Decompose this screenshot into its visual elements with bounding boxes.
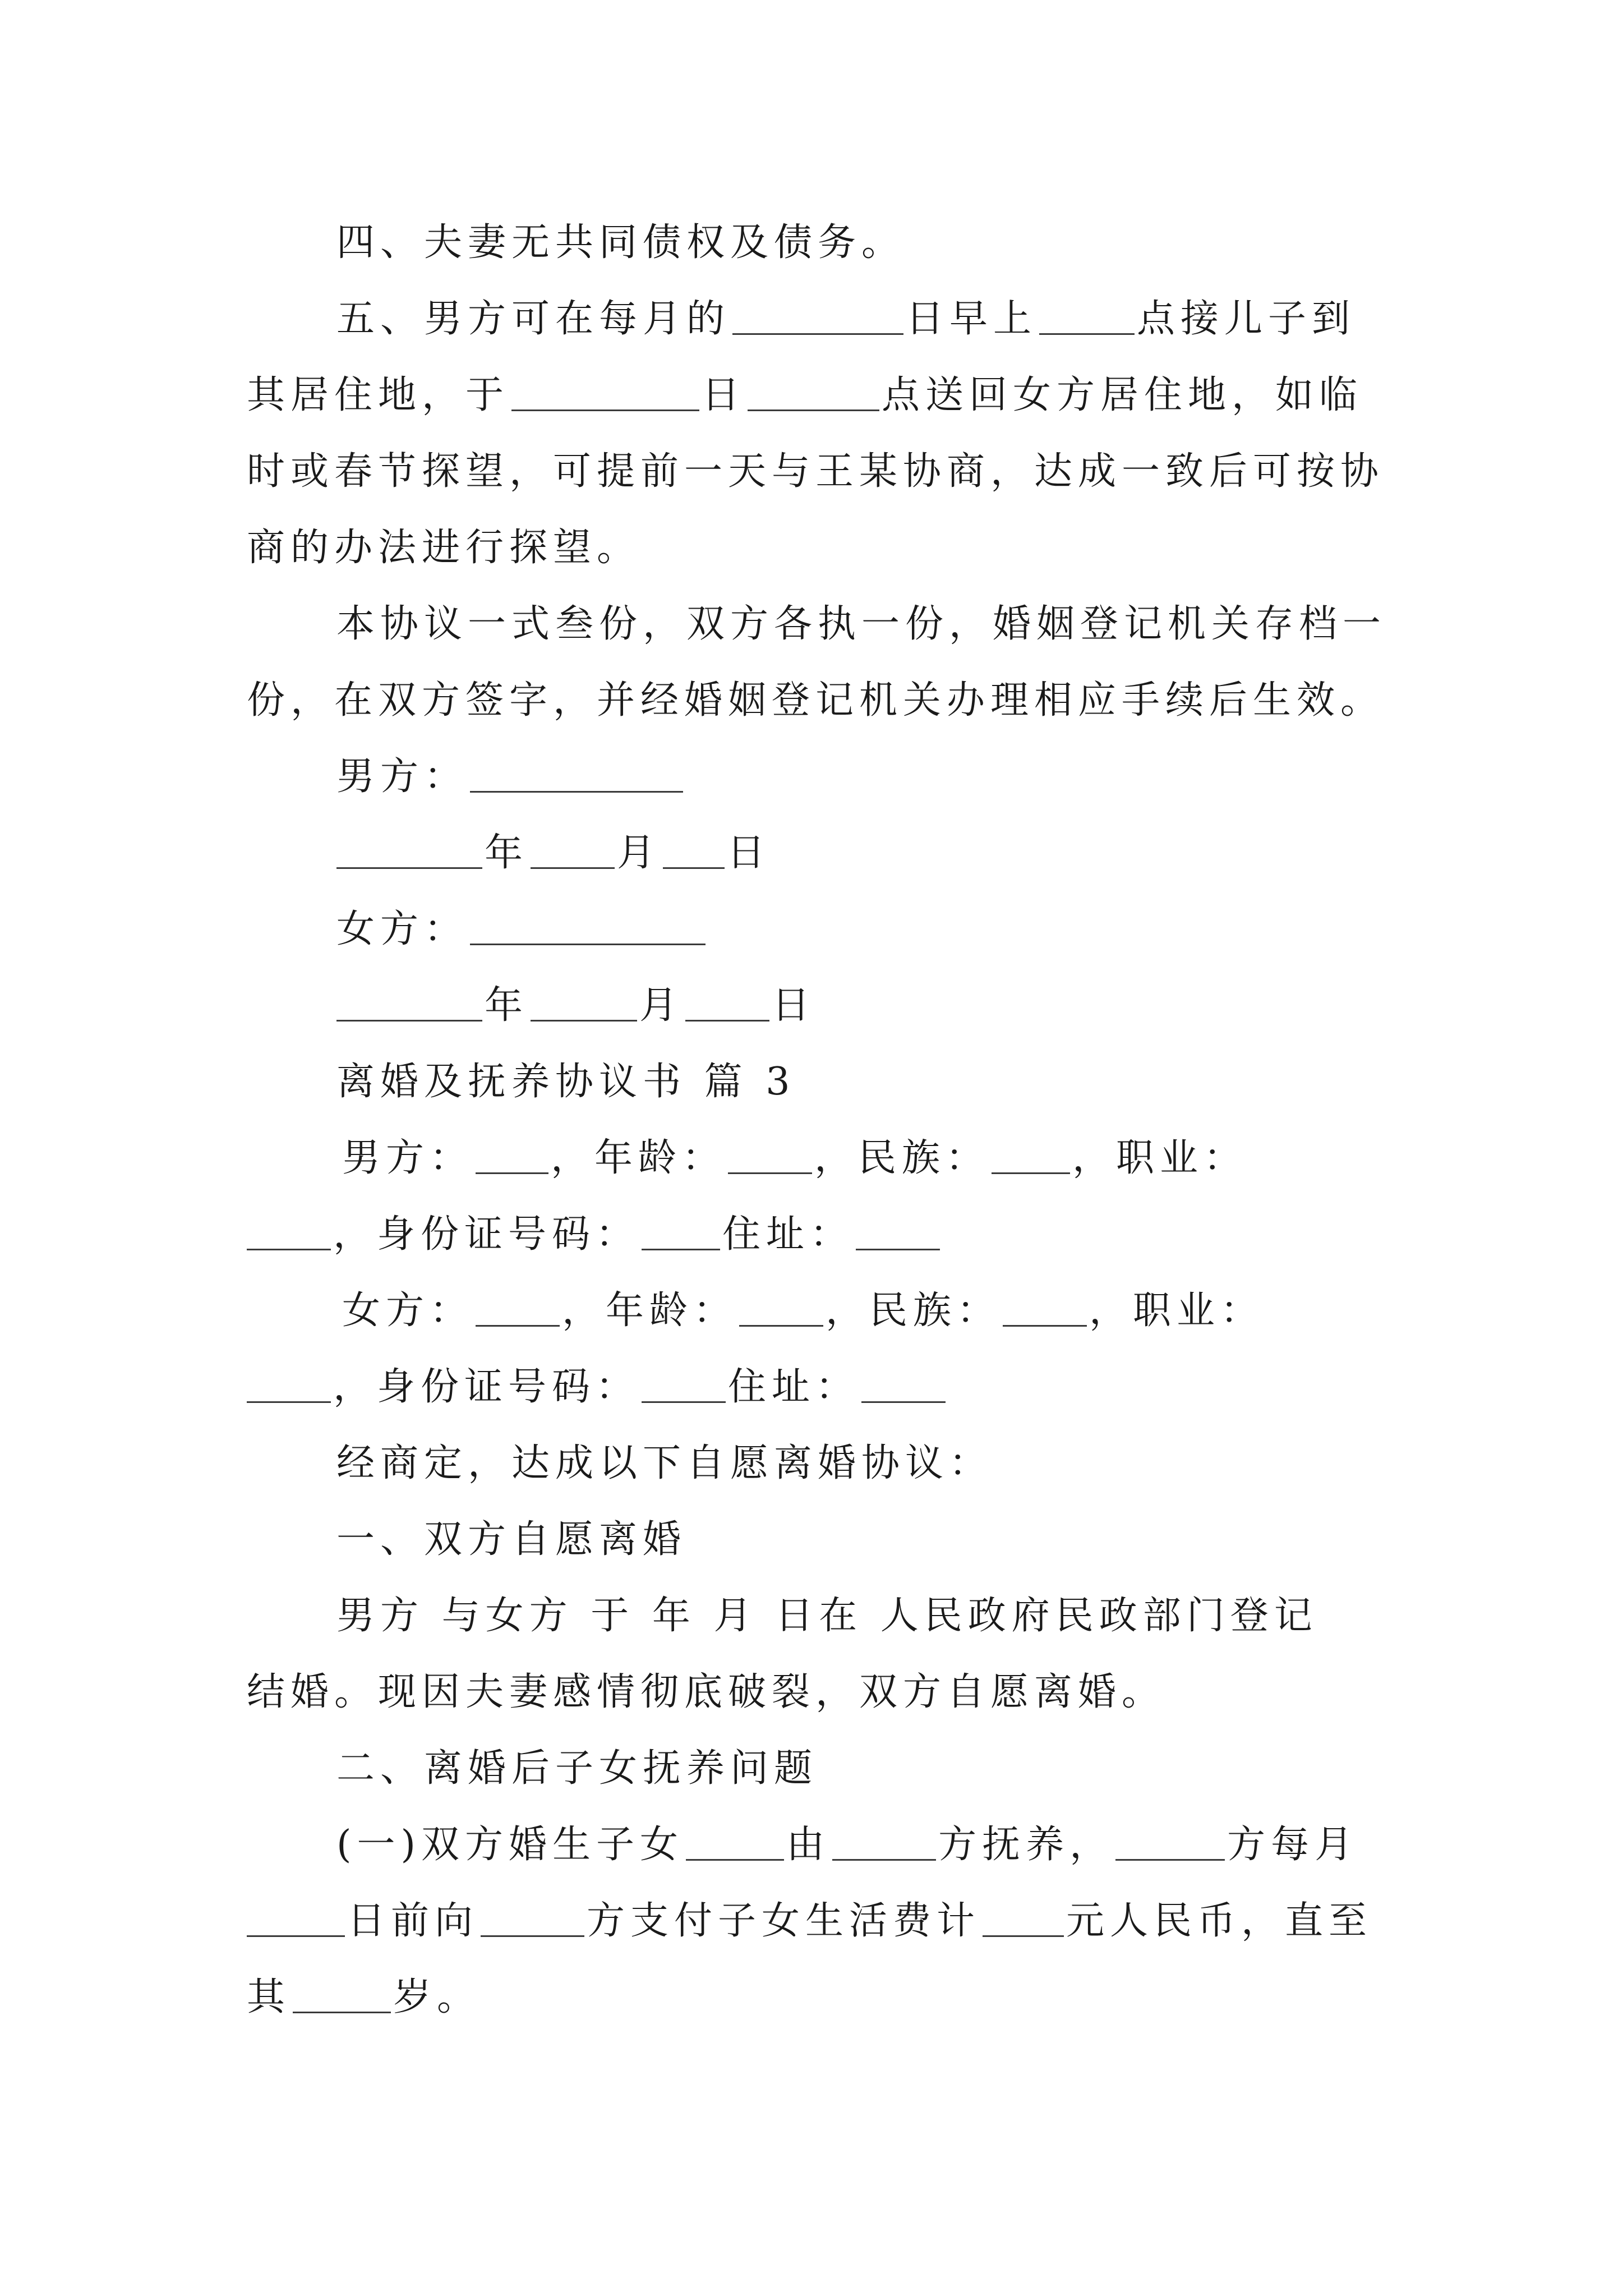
section-2-line-2 (247, 1896, 1372, 1947)
party-text: ，身份证号码： (333, 1212, 640, 1257)
section-5-line-1 (336, 294, 1355, 344)
section-title-text: 一、双方自愿离婚 (336, 1517, 687, 1562)
blank-field (748, 371, 879, 411)
section-title-text: 二、离婚后子女抚养问题 (336, 1746, 818, 1791)
party-text: ，年龄： (562, 1289, 737, 1333)
male-party-line (342, 1133, 1247, 1184)
month-blank (531, 982, 637, 1022)
blank-field (992, 1134, 1070, 1174)
blank-field (856, 1211, 940, 1250)
blank-field (1003, 1287, 1087, 1327)
blank-field (728, 1134, 812, 1174)
blank-field (642, 1363, 726, 1403)
section-4-line (336, 218, 905, 268)
section-2-text: 日前向 (347, 1899, 479, 1943)
intro-line (336, 1438, 993, 1489)
agreement-line-1 (336, 599, 1386, 650)
party-text: ，职业： (1072, 1136, 1248, 1180)
male-date-line (336, 828, 771, 878)
section-2-text: 其 (247, 1975, 291, 2019)
section-2-text: 岁。 (393, 1975, 481, 2019)
day-blank (685, 982, 769, 1022)
year-label: 年 (485, 983, 529, 1028)
section-title-text: 离婚及抚养协议书 篇 3 (336, 1060, 796, 1104)
section-5-text: 商的办法进行探望。 (247, 526, 641, 570)
day-label: 日 (727, 831, 771, 875)
blank-field (1115, 1821, 1225, 1861)
male-signature-label: 男方： (336, 754, 468, 799)
party-text: ，身份证号码： (333, 1365, 640, 1409)
section-1-line-2 (247, 1667, 1165, 1718)
party-text: 男方： (342, 1136, 474, 1180)
section-2-text: (一)双方婚生子女 (336, 1823, 684, 1867)
blank-field (642, 1211, 720, 1250)
blank-field (476, 1287, 560, 1327)
female-signature-line (336, 904, 708, 955)
blank-field (739, 1287, 823, 1327)
section-1-text: 男方 与女方 于 年 月 日在 人民政府民政部门登记 (336, 1594, 1318, 1638)
section-5-text: 其居住地，于 (247, 373, 510, 417)
blank-field (686, 1821, 784, 1861)
party-text: ，民族： (814, 1136, 990, 1180)
section-1-title (336, 1515, 686, 1565)
party-text: ，职业： (1089, 1289, 1265, 1333)
blank-field (247, 1211, 331, 1250)
blank-field (732, 295, 903, 335)
section-5-text: 五、男方可在每月的 (336, 297, 731, 341)
section-1-text: 结婚。现因夫妻感情彻底破裂，双方自愿离婚。 (247, 1670, 1166, 1714)
party-text: 住址： (722, 1212, 854, 1257)
year-blank (336, 982, 482, 1022)
section-5-line-2 (247, 370, 1363, 421)
male-signature-line (336, 752, 685, 802)
section-2-line-3 (247, 1972, 481, 2023)
blank-field (1039, 295, 1135, 335)
blank-field (476, 1134, 548, 1174)
blank-field (293, 1973, 391, 2013)
section-5-text: 点送回女方居住地，如临 (882, 373, 1363, 417)
section-2-text: 方每月 (1227, 1823, 1359, 1867)
blank-field (511, 371, 699, 411)
section-5-text: 日 (702, 373, 746, 417)
section-2-title (336, 1743, 818, 1794)
agreement-text: 份，在双方签字，并经婚姻登记机关办理相应手续后生效。 (247, 678, 1385, 723)
agreement-line-2 (247, 675, 1384, 726)
blank-field (983, 1897, 1064, 1937)
section-5-line-4 (247, 523, 640, 573)
year-label: 年 (485, 831, 529, 875)
male-party-line-2 (247, 1209, 942, 1260)
section-5-text: 日早上 (906, 297, 1038, 341)
agreement-text: 本协议一式叁份，双方各执一份，婚姻登记机关存档一 (336, 602, 1387, 646)
section-2-text: 方抚养， (938, 1823, 1114, 1867)
party-text: 住址： (728, 1365, 860, 1409)
party-text: 女方： (342, 1289, 474, 1333)
female-signature-label: 女方： (336, 907, 468, 951)
section-5-text: 时或春节探望，可提前一天与王某协商，达成一致后可按协 (247, 449, 1385, 494)
blank-field (247, 1897, 345, 1937)
month-blank (531, 829, 615, 869)
female-date-line (336, 981, 815, 1031)
year-blank (336, 829, 482, 869)
month-label: 月 (639, 983, 684, 1028)
section-5-line-3 (247, 447, 1384, 497)
signature-blank (470, 905, 706, 945)
month-label: 月 (617, 831, 661, 875)
section-2-text: 元人民币，直至 (1066, 1899, 1373, 1943)
section-5-text: 点接儿子到 (1137, 297, 1356, 341)
day-blank (663, 829, 725, 869)
section-4-text: 四、夫妻无共同债权及债务。 (336, 220, 906, 265)
party-text: ，年龄： (551, 1136, 726, 1180)
signature-blank (470, 753, 683, 793)
section-1-line-1 (336, 1591, 1318, 1641)
blank-field (861, 1363, 946, 1403)
blank-field (247, 1363, 331, 1403)
blank-field (832, 1821, 936, 1861)
section-title-3 (336, 1057, 796, 1107)
female-party-line-2 (247, 1362, 948, 1412)
female-party-line (342, 1286, 1264, 1336)
section-2-text: 由 (786, 1823, 831, 1867)
party-text: ，民族： (826, 1289, 1001, 1333)
section-2-text: 方支付子女生活费计 (587, 1899, 981, 1943)
section-2-line-1 (336, 1820, 1358, 1870)
blank-field (481, 1897, 584, 1937)
day-label: 日 (772, 983, 816, 1028)
intro-text: 经商定，达成以下自愿离婚协议： (336, 1441, 993, 1485)
